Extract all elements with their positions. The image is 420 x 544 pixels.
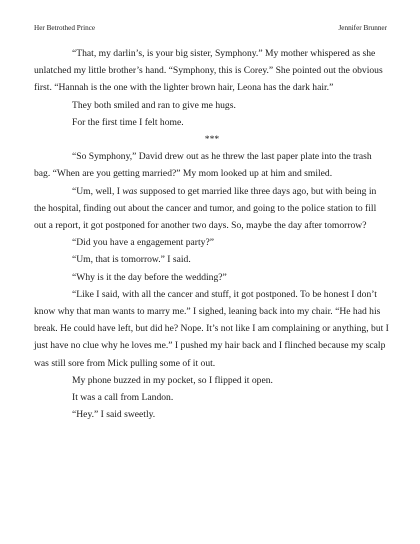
body-text bbox=[34, 45, 390, 423]
header-book-title: Her Betrothed Prince bbox=[34, 24, 96, 32]
paragraph: “Hey.” I said sweetly. bbox=[72, 409, 156, 421]
paragraph bbox=[34, 183, 390, 235]
paragraph-text: supposed to get married like three days ago, but with being in the hospital, finding out about the cancer and tumor, and going to the police station to fill out a report, it got postponed for another two days. So, maybe the day after tomorrow? bbox=[34, 185, 377, 232]
emphasized-text: was bbox=[122, 185, 138, 197]
paragraph: They both smiled and ran to give me hugs. bbox=[72, 99, 236, 111]
paragraph: “Did you have a engagement party?” bbox=[72, 237, 214, 249]
running-header bbox=[34, 23, 387, 33]
paragraph: “So Symphony,” David drew out as he threw the last paper plate into the trash bag. “When are you getting married?” My mom looked up at him and smiled. bbox=[34, 151, 372, 180]
header-author-name: Jennifer Brunner bbox=[338, 24, 387, 32]
paragraph: “Why is it the day before the wedding?” bbox=[72, 271, 227, 283]
scene-break: *** bbox=[204, 134, 220, 146]
paragraph: My phone buzzed in my pocket, so I flipped it open. bbox=[72, 374, 273, 386]
paragraph-text: “Um, well, I bbox=[72, 185, 123, 197]
paragraph: “Um, that is tomorrow.” I said. bbox=[72, 254, 191, 266]
paragraph: “Like I said, with all the cancer and stuff, it got postponed. To be honest I don’t know why that man wants to marry me.” I sighed, leaning back into my chair. “He had his break. He could have left, but did he? Nope. It’s not like I am complaining or anything, but I just have no clue why he loves me.” I pushed my hair back and I flinched because my scalp was still sore from Mick pulling some of it out. bbox=[34, 288, 389, 369]
paragraph: It was a call from Landon. bbox=[72, 392, 174, 404]
paragraph: For the first time I felt home. bbox=[72, 116, 184, 128]
paragraph: “That, my darlin’s, is your big sister, Symphony.” My mother whispered as she unlatched my little brother’s hand. “Symphony, this is Corey.” She pointed out the obvious first. “Hannah is the one with the lighter brown hair, Leona has the dark hair.” bbox=[34, 48, 383, 94]
